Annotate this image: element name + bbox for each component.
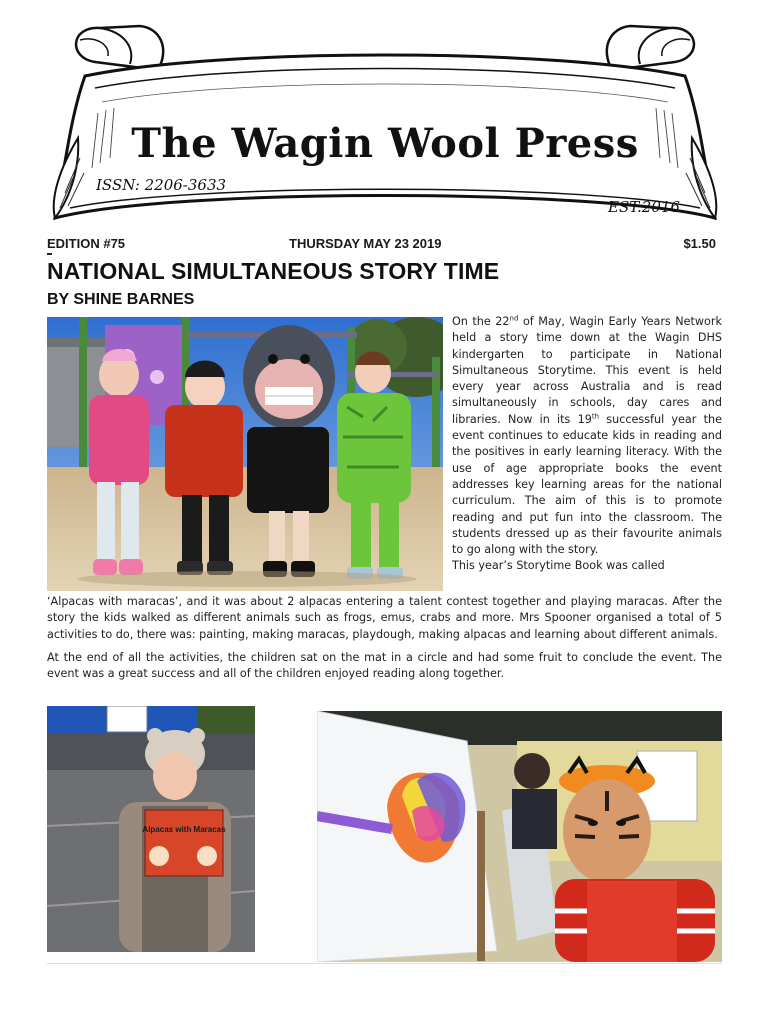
issn-label: ISSN: 2206-3633 [96,176,227,194]
page-bottom-rule [47,963,722,964]
tiger-face-painting-photo [317,711,722,962]
masthead [40,18,730,233]
established-label: EST.2016 [608,198,680,216]
children-costumes-photo [47,317,443,591]
article-paragraph-3: At the end of all the activities, the children sat on the mat in a circle and had some fruit to conclude the event. The event was a great success and all of the children enjoyed reading along together. [47,650,722,681]
article-body-full [47,594,722,682]
price: $1.50 [683,236,716,251]
article-paragraph-2-start: This year’s Storytime Book was called [452,559,665,573]
divider [47,253,52,255]
article-paragraph-1: On the 22nd of May, Wagin Early Years Network held a story time down at the Wagin DHS kindergarten to participate in National Simultaneous Storytime. This event is held every year across Australia and is read simultaneously in schools, day cares and libraries. Now in its 19th successful year the event continues to educate kids in reading and the positives in early learning literacy. With the use of age appropriate books the event addresses key learning areas for the national curriculum. The aim of this is to promote reading and put fun into the classroom. The students dressed up as their favourite animals to go along with the story. [452,314,722,557]
edition-number: EDITION #75 [47,236,126,251]
masthead-title: The Wagin Wool Press [131,120,639,167]
article-paragraph-2-rest: ‘Alpacas with maracas’, and it was about 2 alpacas entering a talent contest together and playing maracas. After the story the kids walked as different animals such as frogs, emus, crabs and more. Mrs Spooner organised a total of 5 activities to do, there was: painting, making maracas, playdough, making alpacas and learning about different animals. [47,595,722,641]
article-headline: NATIONAL SIMULTANEOUS STORY TIME [47,258,500,284]
article-byline: BY SHINE BARNES [47,291,195,308]
edition-bar [47,236,722,254]
book-title: Alpacas with Maracas [142,825,226,834]
issue-date: THURSDAY MAY 23 2019 [289,236,442,251]
teacher-with-book-photo [47,706,255,952]
article-body-column [452,314,722,575]
